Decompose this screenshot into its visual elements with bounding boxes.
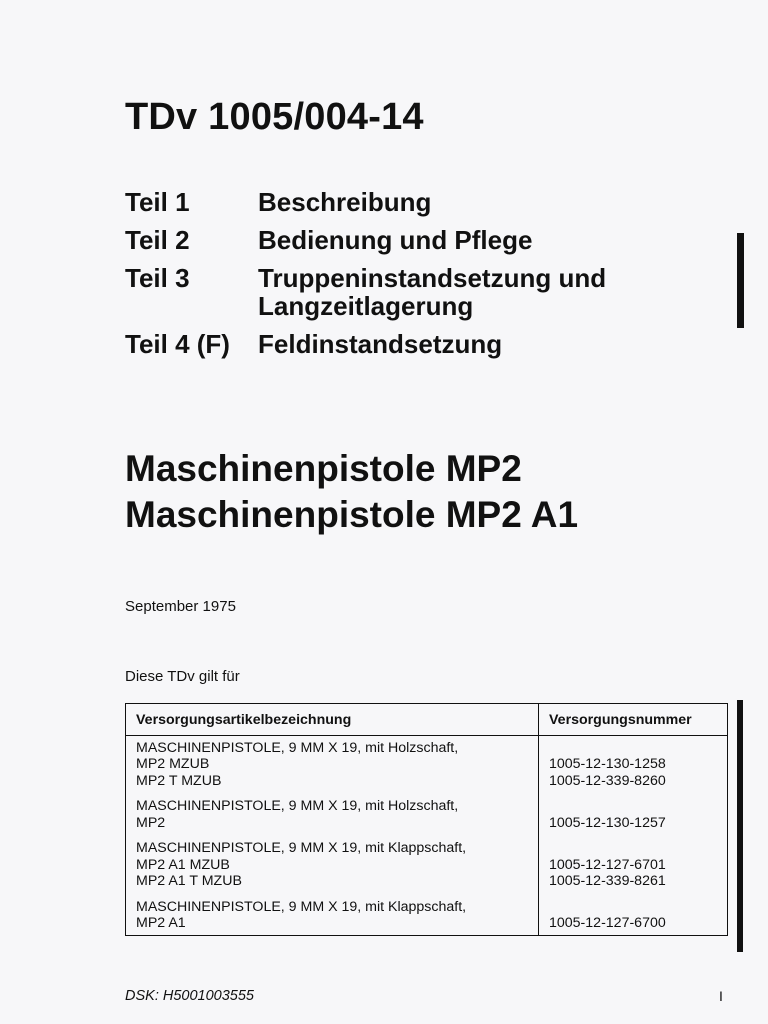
weapon-titles (125, 446, 578, 538)
supply-number-cell (539, 838, 728, 897)
part-title-line: Truppeninstandsetzung und (258, 263, 607, 293)
article-name-cell (126, 838, 539, 897)
part-title-line: Beschreibung (258, 187, 432, 217)
weapon-title: Maschinenpistole MP2 A1 (125, 494, 579, 535)
part-label: Teil 2 (125, 225, 190, 255)
article-name-line: MASCHINENPISTOLE, 9 MM X 19, mit Klappschaft, (136, 840, 467, 856)
part-title-line: Feldinstandsetzung (258, 329, 503, 359)
article-name-line: MP2 A1 T MZUB (136, 873, 242, 889)
table-row (126, 796, 728, 838)
article-name-cell (126, 735, 539, 796)
part-title (258, 188, 685, 216)
part-row (125, 188, 685, 216)
table-row (126, 735, 728, 796)
article-name-line: MP2 (136, 814, 166, 831)
document-number: TDv 1005/004-14 (125, 96, 424, 138)
article-name-line: MASCHINENPISTOLE, 9 MM X 19, mit Klappschaft, (136, 898, 467, 915)
parts-list (125, 188, 685, 368)
part-row (125, 330, 685, 358)
applies-to-text: Diese TDv gilt für (125, 668, 240, 685)
supply-number: 1005-12-130-1257 (549, 814, 666, 831)
article-name-line: MASCHINENPISTOLE, 9 MM X 19, mit Holzschaft, (136, 739, 459, 756)
column-header-number: Versorgungsnummer (539, 704, 728, 736)
supply-number-cell (539, 897, 728, 936)
supply-number: 1005-12-130-1258 (549, 756, 666, 772)
article-name-line: MP2 A1 MZUB (136, 856, 230, 873)
article-name-line: MASCHINENPISTOLE, 9 MM X 19, mit Holzschaft, (136, 798, 459, 814)
part-label: Teil 4 (F) (125, 329, 230, 359)
part-row (125, 226, 685, 254)
table-row (126, 897, 728, 936)
part-title (258, 264, 685, 320)
table-header-row (126, 704, 728, 736)
issue-date: September 1975 (125, 598, 236, 615)
table-row (126, 838, 728, 897)
change-bar (737, 700, 743, 952)
supply-number-cell (539, 796, 728, 838)
part-title (258, 226, 685, 254)
supply-article-table (125, 703, 728, 936)
article-name-line: MP2 T MZUB (136, 772, 222, 789)
supply-number: 1005-12-127-6701 (549, 856, 666, 873)
part-title (258, 330, 685, 358)
article-name-cell (126, 897, 539, 936)
article-name-line: MP2 MZUB (136, 756, 210, 772)
column-header-name: Versorgungsartikelbezeichnung (126, 704, 539, 736)
change-bar (737, 233, 744, 328)
supply-number: 1005-12-127-6700 (549, 915, 666, 931)
weapon-title: Maschinenpistole MP2 (125, 448, 522, 489)
dsk-code: DSK: H5001003555 (125, 988, 254, 1004)
part-row (125, 264, 685, 320)
part-label: Teil 3 (125, 263, 190, 293)
part-label: Teil 1 (125, 187, 190, 217)
part-title-line: Langzeitlagerung (258, 291, 474, 321)
article-name-line: MP2 A1 (136, 915, 186, 931)
part-title-line: Bedienung und Pflege (258, 225, 533, 255)
supply-number: 1005-12-339-8261 (549, 873, 666, 889)
article-name-cell (126, 796, 539, 838)
page-marker: I (719, 988, 723, 1004)
supply-number-cell (539, 735, 728, 796)
supply-number: 1005-12-339-8260 (549, 772, 666, 789)
